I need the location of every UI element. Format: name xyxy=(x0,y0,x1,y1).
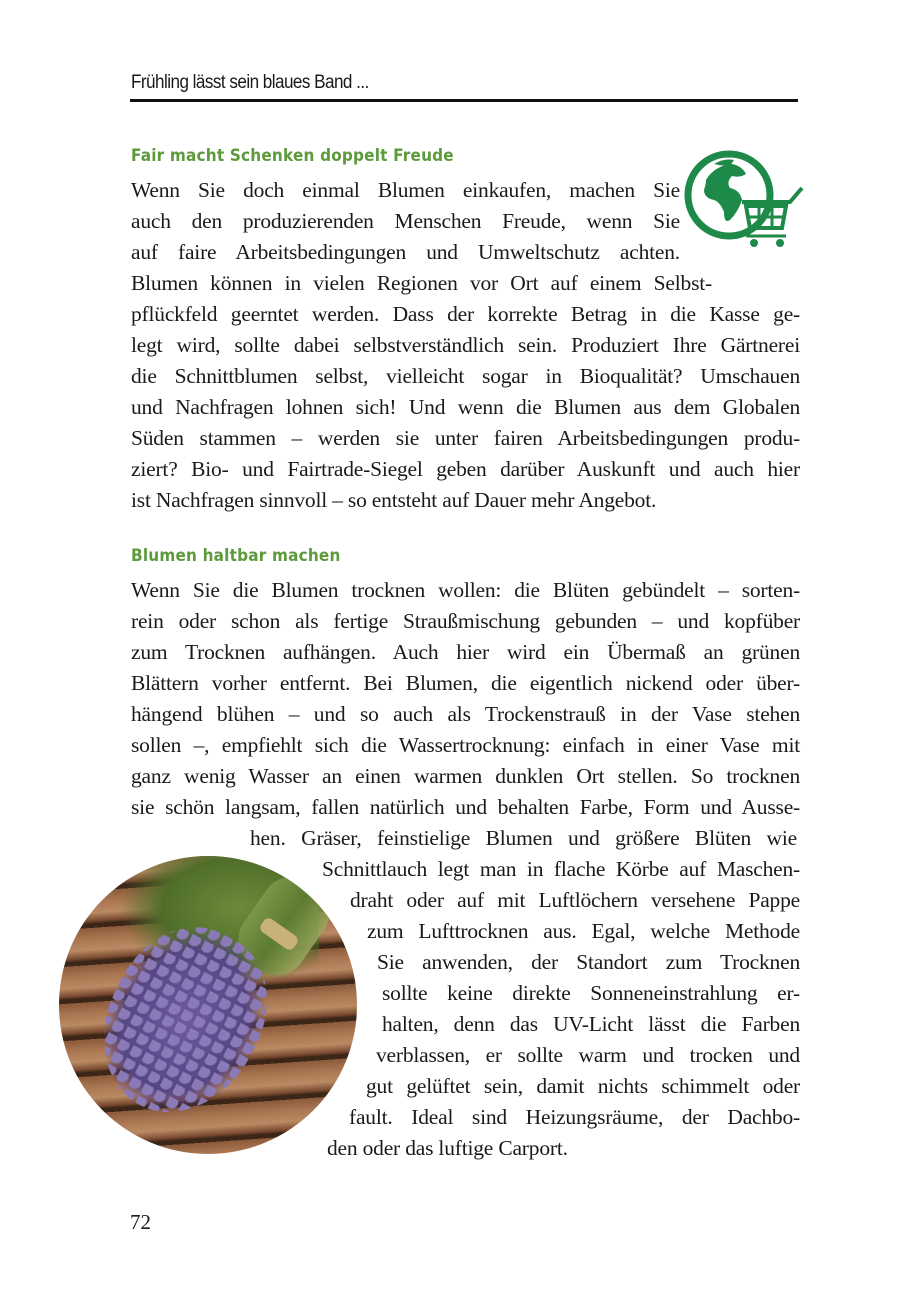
text-line: zum Lufttrocknen aus. Egal, welche Methode xyxy=(367,919,800,943)
text-line: ist Nachfragen sinnvoll – so entsteht auf Dauer mehr Angebot. xyxy=(131,488,657,512)
text-line: Sie anwenden, der Standort zum Trocknen xyxy=(377,950,800,974)
text-line: Blättern vorher entfernt. Bei Blumen, die eigentlich nickend oder über- xyxy=(131,671,800,695)
text-line: auf faire Arbeitsbedingungen und Umweltschutz achten. xyxy=(131,240,680,264)
text-line: zum Trocknen aufhängen. Auch hier wird ein Übermaß an grünen xyxy=(131,640,800,664)
text-line: Schnittlauch legt man in flache Körbe auf Maschen- xyxy=(322,857,800,881)
lavender-bundle-photo xyxy=(59,856,357,1154)
text-line: pflückfeld geerntet werden. Dass der korrekte Betrag in die Kasse ge- xyxy=(131,302,800,326)
text-line: hen. Gräser, feinstielige Blumen und größere Blüten wie xyxy=(250,826,797,850)
section-heading-fair: Fair macht Schenken doppelt Freude xyxy=(131,146,454,166)
text-line: fault. Ideal sind Heizungsräume, der Dachbo- xyxy=(349,1105,800,1129)
text-line: verblassen, er sollte warm und trocken und xyxy=(376,1043,800,1067)
text-line: sollen –, empfiehlt sich die Wassertrocknung: einfach in einer Vase mit xyxy=(131,733,800,757)
header-rule xyxy=(130,99,798,102)
text-line: rein oder schon als fertige Straußmischung gebunden – und kopfüber xyxy=(131,609,800,633)
text-line: Wenn Sie die Blumen trocknen wollen: die Blüten gebündelt – sorten- xyxy=(131,578,800,602)
text-line: draht oder auf mit Luftlöchern versehene Pappe xyxy=(350,888,800,912)
text-line: Wenn Sie doch einmal Blumen einkaufen, machen Sie xyxy=(131,178,680,202)
text-line: die Schnittblumen selbst, vielleicht sogar in Bioqualität? Umschauen xyxy=(131,364,800,388)
text-line: ziert? Bio- und Fairtrade-Siegel geben darüber Auskunft und auch hier xyxy=(131,457,800,481)
page-number: 72 xyxy=(130,1210,151,1234)
text-line: und Nachfragen lohnen sich! Und wenn die Blumen aus dem Globalen xyxy=(131,395,800,419)
text-line: auch den produzierenden Menschen Freude, wenn Sie xyxy=(131,209,680,233)
text-line: Blumen können in vielen Regionen vor Ort auf einem Selbst- xyxy=(131,271,712,295)
text-line: legt wird, sollte dabei selbstverständlich sein. Produziert Ihre Gärtnerei xyxy=(131,333,800,357)
text-line: sollte keine direkte Sonneneinstrahlung er- xyxy=(382,981,800,1005)
section-heading-haltbar: Blumen haltbar machen xyxy=(131,546,341,566)
text-line: sie schön langsam, fallen natürlich und behalten Farbe, Form und Ausse- xyxy=(131,795,800,819)
text-line: ganz wenig Wasser an einen warmen dunklen Ort stellen. So trocknen xyxy=(131,764,800,788)
running-title: Frühling lässt sein blaues Band ... xyxy=(131,72,369,93)
globe-shopping-cart-icon xyxy=(684,150,806,250)
text-line: hängend blühen – und so auch als Trockenstrauß in der Vase stehen xyxy=(131,702,800,726)
text-line: den oder das luftige Carport. xyxy=(327,1136,568,1160)
text-line: Süden stammen – werden sie unter fairen Arbeitsbedingungen produ- xyxy=(131,426,800,450)
text-line: gut gelüftet sein, damit nichts schimmelt oder xyxy=(366,1074,800,1098)
text-line: halten, denn das UV-Licht lässt die Farben xyxy=(382,1012,800,1036)
